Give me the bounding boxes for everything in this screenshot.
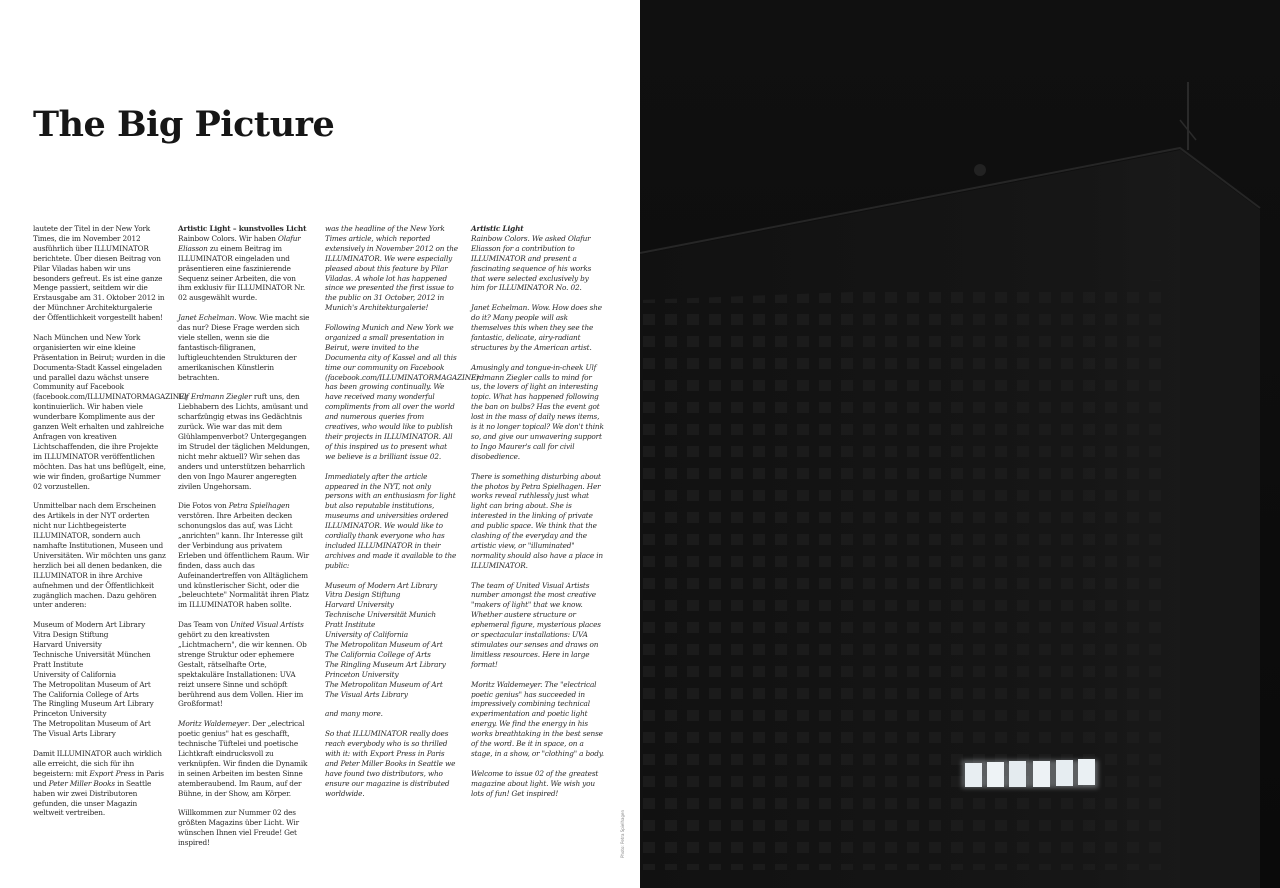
text-run: Petra Spielhagen — [228, 501, 290, 511]
paragraph: Unmittelbar nach dem Erscheinen des Artikels in der NYT orderten nicht nur Lichtbegeisterte ILLUMINATOR, sondern auch namhafte Institutionen, Museen und Universitäten. Wir möchten uns ganz herzlich bei all denen bedanken, die ILLUMINATOR in ihre Archive aufnehmen und der Öffentlichkeit zugänglich machen. Dazu gehören unter anderen: — [33, 501, 166, 610]
column-english-intro — [325, 224, 479, 808]
paragraph: There is something disturbing about the photos by Petra Spielhagen. Her works reveal ruthlessly just what light can bring about. She is interested in the linking of private and public space. We think that the clashing of the everyday and the artistic view, or "illuminated" normality should also have a place in ILLUMINATOR. — [471, 471, 603, 570]
satellite-dish — [974, 164, 986, 176]
list-item: Museum of Modern Art Library — [33, 620, 146, 630]
lit-window — [965, 763, 982, 787]
right-page-photo — [640, 0, 1280, 888]
text-run: Export Press — [89, 768, 136, 778]
paragraph — [178, 234, 311, 303]
list-item: University of California — [325, 630, 408, 640]
text-run: Ulf Erdmann Ziegler — [178, 392, 252, 402]
list-item: The Ringling Museum Art Library — [325, 659, 446, 669]
lit-window — [1033, 761, 1050, 787]
list-item: Vitra Design Stiftung — [33, 630, 109, 640]
text-run: in Seattle haben wir zwei Distributoren gefunden, die unser Magazin weltweit vertreiben. — [33, 778, 152, 818]
lit-window — [1056, 760, 1073, 786]
paragraph: Janet Echelman. Wow. How does she do it? Many people will ask themselves this when they see the fantastic, delicate, airy-radiant structures by the American artist. — [471, 303, 602, 352]
text-run: zu einem Beitrag im ILLUMINATOR eingeladen und präsentieren eine faszinierende Sequenz seiner Arbeiten, die von ihm exklusiv für ILLUMINATOR Nr. 02 ausgewählt wurde. — [178, 243, 306, 303]
paragraph — [178, 620, 311, 709]
text-run: . Der „electrical poetic genius" hat es geschafft, technische Tüftelei und poetische Lichtkraft eindrucksvoll zu verknüpfen. Wir finden die Dynamik in seinen Arbeiten im besten Sinne atemberaubend. Im Raum, auf der Bühne, in der Show, am Körper. — [178, 719, 308, 798]
list-item: The Ringling Museum Art Library — [33, 699, 154, 709]
column-english-artistic-light — [471, 224, 604, 808]
building-side — [1180, 150, 1260, 888]
text-run: Peter Miller Books — [48, 778, 115, 788]
list-item: The California College of Arts — [325, 649, 431, 659]
list-item: Museum of Modern Art Library — [325, 580, 438, 590]
list-item: The Metropolitan Museum of Art — [33, 679, 151, 689]
paragraph: Nach München und New York organisierten wir eine kleine Präsentation in Beirut; wurden in die Documenta-Stadt Kassel eingeladen und parallel dazu wächst unsere Community auf Facebook (facebook.com/ILLUMINATORMAGAZINE) kontinuierlich. Wir haben viele wunderbare Komplimente aus der ganzen Welt erhalten und zahlreiche Anfragen von kreativen Lichtschaffenden, die ihre Projekte im ILLUMINATOR veröffentlichen möchten. Das hat uns beflügelt, eine, wie wir finden, großartige Nummer 02 vorzustellen. — [33, 332, 187, 491]
paragraph: So that ILLUMINATOR really does reach everybody who is so thrilled with it: with Export Press in Paris and Peter Miller Books in Seattle we have found two distributors, who ensure our magazine is distributed worldwide. — [325, 729, 456, 798]
text-run: Moritz Waldemeyer — [178, 719, 248, 729]
paragraph — [178, 392, 311, 491]
page-title: The Big Picture — [33, 104, 335, 145]
list-item: The Metropolitan Museum of Art — [325, 640, 443, 650]
paragraph: and many more. — [325, 709, 383, 719]
paragraph: Willkommen zur Nummer 02 des größten Magazins über Licht. Wir wünschen Ihnen viel Freude! Get inspired! — [178, 808, 299, 848]
night-building-photo — [640, 0, 1280, 888]
paragraph: Moritz Waldemeyer. The "electrical poetic genius" has succeeded in impressively combining technical experimentation and poetic light energy. We find the energy in his works breathtaking in the best sense of the word. Be it in space, on a stage, in a show, or "clothing" a body. — [471, 679, 604, 758]
list-item: Technische Universität München — [33, 649, 151, 659]
paragraph: was the headline of the New York Times article, which reported extensively in November 2012 on the ILLUMINATOR. We were especially pleased about this feature by Pilar Viladas. A whole lot has happened since we presented the first issue to the public on 31 October, 2012 in Munich's Architekturgalerie! — [325, 224, 458, 313]
paragraph: Following Munich and New York we organized a small presentation in Beirut, were invited to the Documenta city of Kassel and all this time our community on Facebook (facebook.com/ILLUMINATORMAGAZINE) has been growing continually. We have received many wonderful compliments from all over the world and numerous queries from creatives, who would like to publish their projects in ILLUMINATOR. All of this inspired us to present what we believe is a brilliant issue 02. — [325, 323, 479, 461]
paragraph — [178, 719, 311, 798]
paragraph: Amusingly and tongue-in-cheek Ulf Erdmann Ziegler calls to mind for us, the lovers of light an interesting topic. What has happened following the ban on bulbs? Has the event got lost in the mass of daily news items, is it no longer topical? We don't think so, and give our unwavering support to Ingo Maurer's call for civil disobedience. — [471, 362, 604, 461]
paragraph: Immediately after the article appeared in the NYT, not only persons with an enthusiasm for light but also reputable institutions, museums and universities ordered ILLUMINATOR. We would like to cordially thank everyone who has included ILLUMINATOR in their archives and made it available to the public: — [325, 471, 457, 570]
list-item: Pratt Institute — [33, 659, 84, 669]
text-run: ruft uns, den Liebhabern des Lichts, amüsant und scharfzüngig etwas ins Gedächtnis zurück. Wie war das mit dem Glühlampenverbot? Untergegangen im Strudel der täglichen Meldungen, nicht mehr aktuell? Wir sehen das anders und unterstützen beharrlich den von Ingo Maurer angeregten zivilen Ungehorsam. — [178, 392, 310, 491]
list-item: University of California — [33, 669, 116, 679]
list-item: Technische Universität Munich — [325, 610, 436, 620]
list-item: Harvard University — [33, 640, 102, 650]
column-german-artistic-light — [178, 224, 311, 858]
column-german-intro — [33, 224, 187, 828]
text-run: gehört zu den kreativsten „Lichtmachern", die wir kennen. Ob strenge Struktur oder ephemere Gestalt, rätselhafte Orte, spektakuläre Installationen: UVA reizt unsere Sinne und schöpft berührend aus dem Vollen. Hier im Großformat! — [178, 630, 307, 709]
text-run: Olafur Eliasson — [178, 233, 301, 253]
list-item: The California College of Arts — [33, 689, 139, 699]
list-item: The Metropolitan Museum of Art — [33, 719, 151, 729]
text-run: in Paris und — [33, 768, 164, 788]
text-run: Damit ILLUMINATOR auch wirklich alle erreicht, die sich für ihn begeistern: mit — [33, 748, 162, 778]
paragraph: Welcome to issue 02 of the greatest magazine about light. We wish you lots of fun! Get inspired! — [471, 768, 599, 798]
paragraph: Rainbow Colors. We asked Olafur Eliasson for a contribution to ILLUMINATOR and present a fascinating sequence of his works that were selected exclusively by him for ILLUMINATOR No. 02. — [471, 233, 592, 293]
lit-windows — [962, 759, 1098, 788]
section-heading: Artistic Light – kunstvolles Licht — [178, 224, 307, 233]
window-glow — [962, 760, 1098, 788]
paragraph: The team of United Visual Artists number amongst the most creative "makers of light" that we know. Whether austere structure or ephemeral figure, mysterious places or spectacular installations: UVA stimulates our senses and draws on limitless resources. Here in large format! — [471, 580, 601, 669]
text-run: verstören. Ihre Arbeiten decken schonungslos das auf, was Licht „anrichten" kann. Ihr Interesse gilt der Verbindung aus privatem Erleben und öffentlichem Raum. Wir finden, dass auch das Aufeinandertreffen von Alltäglichem und künstlerischer Sicht, oder die „beleuchtete" Normalität ihren Platz im ILLUMINATOR haben sollte. — [178, 511, 309, 610]
section-heading: Artistic Light — [471, 224, 524, 233]
text-run: Das Team von — [178, 620, 231, 630]
text-run: Janet Echelman — [178, 313, 235, 323]
list-item: The Visual Arts Library — [33, 729, 116, 739]
paragraph — [178, 313, 311, 382]
institution-list — [33, 620, 166, 739]
lit-window — [987, 762, 1004, 787]
list-item: Princeton University — [325, 669, 399, 679]
paragraph: lautete der Titel in der New York Times, die im November 2012 ausführlich über ILLUMINATOR berichtete. Über diesen Beitrag von Pilar Viladas haben wir uns besonders gefreut. Es ist eine ganze Menge passiert, seitdem wir die Erstausgabe am 31. Oktober 2012 in der Münchner Architekturgalerie der Öffentlichkeit vorgestellt haben! — [33, 224, 165, 323]
list-item: The Visual Arts Library — [325, 689, 408, 699]
text-run: United Visual Artists — [230, 620, 304, 630]
paragraph — [33, 749, 166, 818]
photo-credit: Photo: Petra Spielhagen — [620, 810, 625, 858]
list-item: Harvard University — [325, 600, 394, 610]
list-item: Vitra Design Stiftung — [325, 590, 401, 600]
list-item: Princeton University — [33, 709, 107, 719]
list-item: The Metropolitan Museum of Art — [325, 679, 443, 689]
institution-list — [325, 581, 458, 700]
lit-window — [1009, 761, 1026, 787]
text-run: Die Fotos von — [178, 501, 229, 511]
text-run: Rainbow Colors. Wir haben — [178, 233, 278, 243]
text-run: . Wow. Wie macht sie das nur? Diese Frage werden sich viele stellen, wenn sie die fantastisch-filigranen, luftigleuchtenden Strukturen der amerikanischen Künstlerin betrachten. — [178, 313, 310, 382]
paragraph — [178, 501, 311, 610]
list-item: Pratt Institute — [325, 620, 376, 630]
lit-window — [1078, 759, 1095, 785]
